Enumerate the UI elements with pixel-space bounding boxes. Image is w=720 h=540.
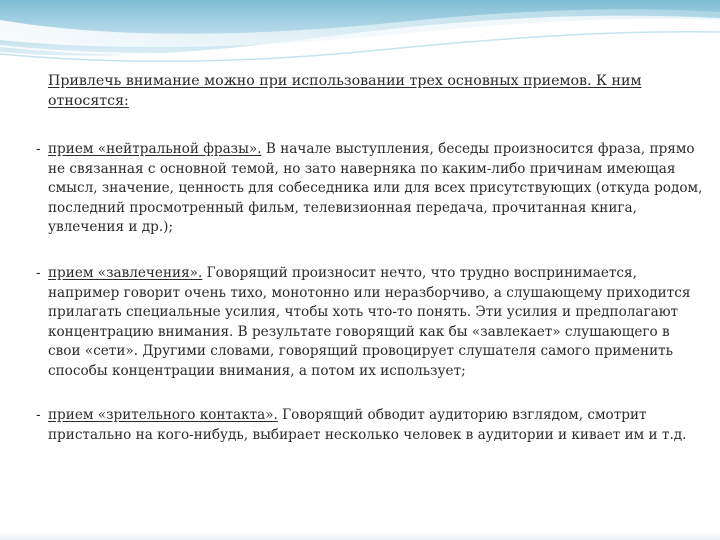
footer-shade [0,532,720,540]
list-item-body: Говорящий обводит аудиторию взглядом, смотрит пристально на кого-нибудь, выбирает несколько человек в аудитории и кивает им и т.д. [48,407,687,443]
list-item [36,406,706,445]
list-item-term: прием «нейтральной фразы». [48,141,262,157]
bullet-marker: - [36,407,41,423]
list-item-body: В начале выступления, беседы произносится фраза, прямо не связанная с основной темой, но зато наверняка по каким-либо причинам имеющая смысл, значение, ценность для собеседника или для всех присутствующих (откуда родом, последний просмотренный фильм, телевизионная передача, прочитанная книга, увлечения и др.); [48,141,703,235]
list-item [36,140,706,238]
list-item-term: прием «зрительного контакта». [48,407,278,423]
list-item [36,264,706,381]
bullet-marker: - [36,141,41,157]
list-item-text [36,264,706,381]
list-item-text [36,406,706,445]
list-item-text [36,140,706,238]
list-item-term: прием «завлечения». [48,265,203,281]
intro-text: Привлечь внимание можно при использовании трех основных приемов. К ним относятся: [48,73,642,109]
list-item-body: Говорящий произносит нечто, что трудно воспринимается, например говорит очень тихо, монотонно или неразборчиво, а слушающему приходится прилагать специальные усилия, чтобы хоть что-то понять. Эти усилия и предполагают концентрацию внимания. В результате говорящий как бы «завлекает» слушающего в свои «сети». Другими словами, говорящий провоцирует слушателя самого применить способы концентрации внимания, а потом их использует; [48,265,691,379]
bullet-marker: - [36,265,41,281]
